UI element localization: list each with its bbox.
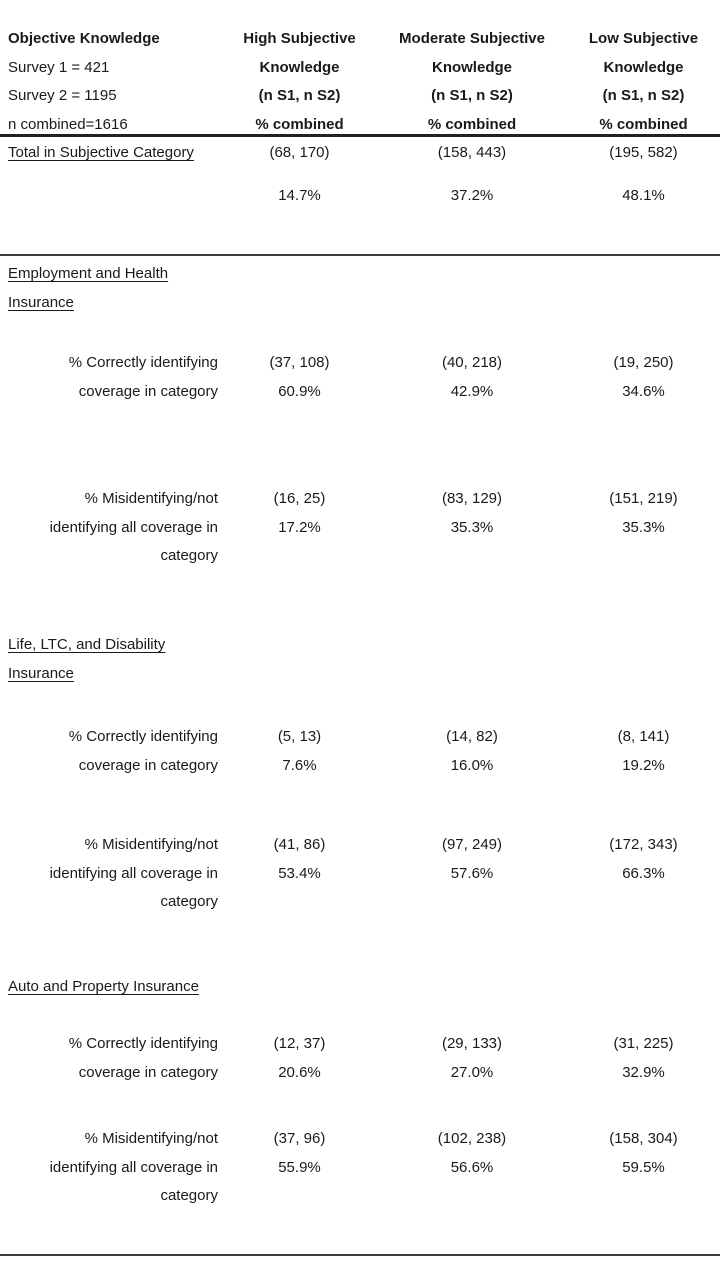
header-objective-knowledge: Objective Knowledge <box>8 30 160 47</box>
total-row-spacer <box>0 182 222 211</box>
value-cell-moderate: (102, 238) 56.6% <box>437 1130 507 1176</box>
header-label-block <box>0 25 222 139</box>
value-cell-low: (19, 250) 34.6% <box>613 354 674 400</box>
total-row-label: Total in Subjective Category <box>8 144 194 161</box>
row-auto-correct <box>0 1030 720 1087</box>
row-label: % Misidentifying/not identifying all coverage in category <box>49 836 218 910</box>
row-employment-correct <box>0 349 720 406</box>
section-divider-rule <box>0 254 720 256</box>
row-label: % Correctly identifying coverage in category <box>68 354 218 400</box>
value-cell-high: (5, 13) 7.6% <box>277 728 322 774</box>
total-row-percents <box>0 182 720 211</box>
section-title-auto-property: Auto and Property Insurance <box>8 978 199 995</box>
table-header-row <box>0 25 720 139</box>
row-life-correct <box>0 723 720 780</box>
col-header-high-subjective: High Subjective Knowledge (n S1, n S2) % combined <box>243 30 356 133</box>
value-cell-low: (158, 304) 59.5% <box>609 1130 678 1176</box>
value-cell-high: (37, 96) 55.9% <box>273 1130 326 1176</box>
header-combined-n: n combined=1616 <box>8 115 128 133</box>
col-header-low-subjective: Low Subjective Knowledge (n S1, n S2) % combined <box>588 30 699 133</box>
total-percent-moderate: 37.2% <box>450 187 494 204</box>
value-cell-moderate: (97, 249) 57.6% <box>441 836 503 882</box>
table-bottom-rule <box>0 1254 720 1256</box>
value-cell-high: (41, 86) 53.4% <box>273 836 326 882</box>
value-cell-moderate: (40, 218) 42.9% <box>441 354 503 400</box>
value-cell-low: (151, 219) 35.3% <box>609 490 678 536</box>
value-cell-high: (37, 108) 60.9% <box>269 354 330 400</box>
value-cell-low: (31, 225) 32.9% <box>613 1035 674 1081</box>
total-percent-low: 48.1% <box>622 187 665 204</box>
row-label: % Misidentifying/not identifying all coverage in category <box>49 1130 218 1204</box>
value-cell-moderate: (83, 129) 35.3% <box>441 490 503 536</box>
value-cell-low: (172, 343) 66.3% <box>609 836 678 882</box>
total-counts-moderate: (158, 443) <box>437 144 507 161</box>
row-auto-misidentify <box>0 1125 720 1211</box>
row-label: % Correctly identifying coverage in category <box>68 728 218 774</box>
section-title-employment-health: Employment and Health Insurance <box>8 265 169 311</box>
row-life-misidentify <box>0 831 720 917</box>
row-label: % Correctly identifying coverage in category <box>68 1035 218 1081</box>
value-cell-high: (16, 25) 17.2% <box>273 490 326 536</box>
total-counts-high: (68, 170) <box>269 144 330 161</box>
value-cell-low: (8, 141) 19.2% <box>617 728 670 774</box>
total-counts-low: (195, 582) <box>609 144 678 161</box>
section-title-life-ltc-disability: Life, LTC, and Disability Insurance <box>8 636 166 682</box>
col-header-moderate-subjective: Moderate Subjective Knowledge (n S1, n S2) % combined <box>399 30 545 133</box>
header-survey1-n: Survey 1 = 421 <box>8 58 110 76</box>
row-employment-misidentify <box>0 485 720 571</box>
total-percent-high: 14.7% <box>278 187 321 204</box>
total-row-counts <box>0 139 720 168</box>
row-label: % Misidentifying/not identifying all coverage in category <box>49 490 218 564</box>
header-survey2-n: Survey 2 = 1195 <box>8 87 117 104</box>
value-cell-moderate: (14, 82) 16.0% <box>446 728 498 774</box>
value-cell-moderate: (29, 133) 27.0% <box>441 1035 503 1081</box>
value-cell-high: (12, 37) 20.6% <box>273 1035 326 1081</box>
